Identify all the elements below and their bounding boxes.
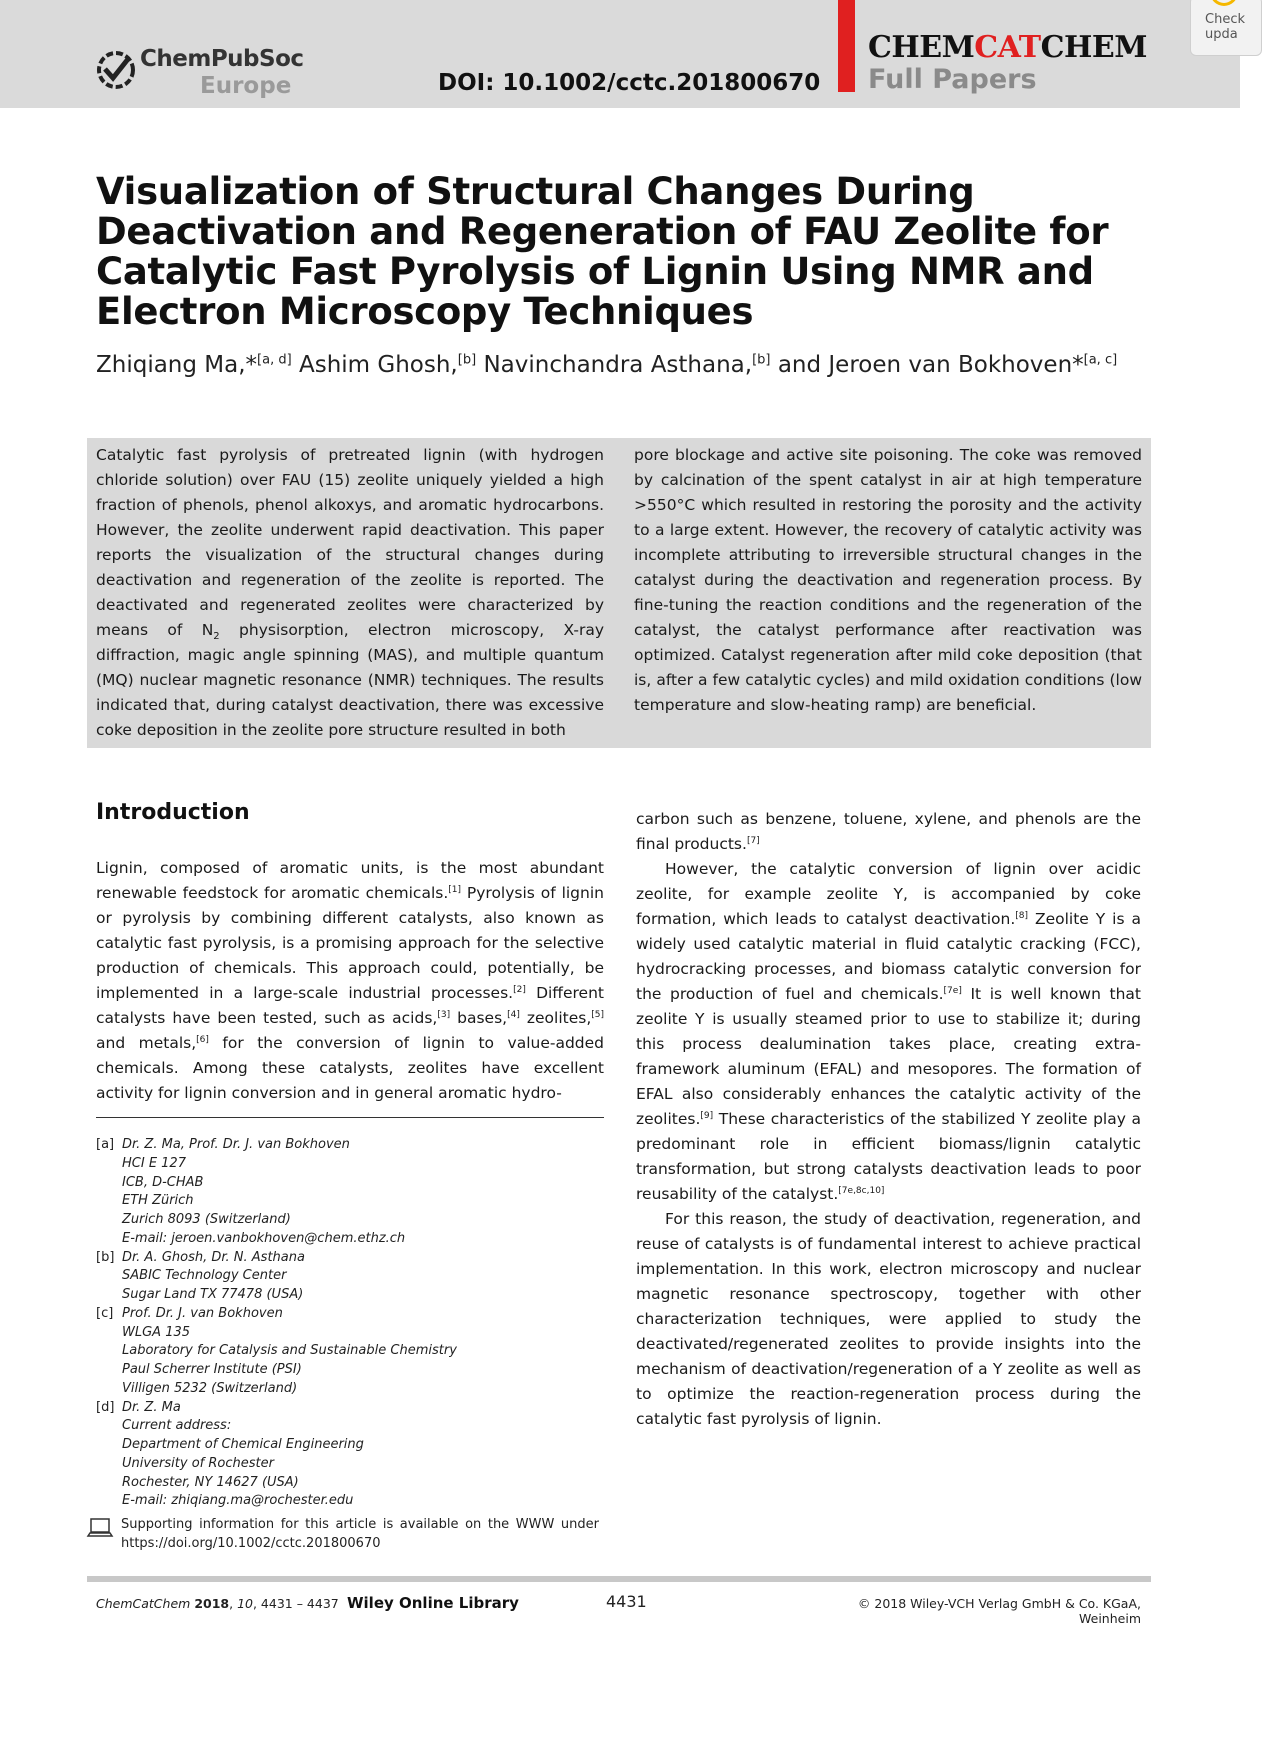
journal-name xyxy=(868,30,1147,65)
reference-citation[interactable]: [1] xyxy=(448,884,462,895)
footer-rule xyxy=(87,1576,1151,1582)
subscript: 2 xyxy=(213,631,220,643)
affiliation-marker: [b] xyxy=(752,352,771,368)
chempubsoc-logo-icon xyxy=(94,48,138,92)
affiliation-line: Rochester, NY 14627 (USA) xyxy=(122,1474,299,1490)
affiliation-line: Prof. Dr. J. van Bokhoven xyxy=(122,1305,283,1321)
society-logo-text xyxy=(140,46,304,99)
email-link[interactable]: E-mail: zhiqiang.ma@rochester.edu xyxy=(122,1493,354,1509)
affiliation-label: [a] xyxy=(96,1137,115,1152)
affiliation-c xyxy=(96,1305,616,1399)
journal-name-part2: CAT xyxy=(974,30,1041,65)
journal-name-part3: CHEM xyxy=(1040,30,1147,65)
footer-volume: 10 xyxy=(237,1596,253,1611)
accent-bar xyxy=(838,0,855,92)
affiliation-marker: [a, c] xyxy=(1083,352,1118,368)
badge-line2: upda xyxy=(1205,27,1238,42)
intro-paragraph-2: However, the catalytic conversion of lignin over acidic zeolite, for example zeolite Y, is accompanied by coke formation, which leads to catalyst deactivation.[8] Zeolite Y is a widely used catalytic material in fluid catalytic cracking (FCC), hydrocracking processes, and biomass catalytic conversion for the production of fuel and chemicals.[7e] It is well known that zeolite Y is usually steamed prior to use to stabilize it; during this process dealumination takes place, creating extra-framework aluminum (EFAL) and mesopores. The formation of EFAL also considerably enhances the catalytic activity of the zeolites.[9] These characteristics of the stabilized Y zeolite play a predominant role in efficient biomass/lignin catalytic transformation, but strong catalysts deactivation leads to poor reusability of the catalyst.[7e,8c,10] xyxy=(636,860,1141,1203)
badge-line1: Check xyxy=(1205,12,1245,27)
author: Ashim Ghosh,[b] xyxy=(299,352,477,378)
article-title: Visualization of Structural Changes During Deactivation and Regeneration of FAU Zeolite for Catalytic Fast Pyrolysis of Lignin Using NMR and Electron Microscopy Techniques xyxy=(96,170,1109,333)
reference-citation[interactable]: [9] xyxy=(700,1110,714,1121)
footer-citation: ChemCatChem 2018, 10, 4431 – 4437 xyxy=(96,1596,339,1611)
author: Navinchandra Asthana,[b] xyxy=(483,352,771,378)
section-heading-introduction: Introduction xyxy=(96,800,250,825)
author-list xyxy=(96,352,1117,378)
affiliation-line: HCI E 127 xyxy=(122,1155,186,1171)
reference-citation[interactable]: [7e,8c,10] xyxy=(838,1185,885,1196)
affiliation-line: SABIC Technology Center xyxy=(122,1268,287,1284)
affiliation-line: University of Rochester xyxy=(122,1455,274,1471)
reference-citation[interactable]: [3] xyxy=(437,1009,451,1020)
affiliation-b xyxy=(96,1249,616,1305)
intro-right-column xyxy=(636,807,1141,1432)
reference-citation[interactable]: [2] xyxy=(513,984,526,995)
author: Zhiqiang Ma,*[a, d] xyxy=(96,352,292,378)
article-type: Full Papers xyxy=(868,64,1037,95)
affiliation-line: Department of Chemical Engineering xyxy=(122,1437,364,1452)
affiliation-line: Current address: xyxy=(122,1418,232,1434)
abstract-left-column: Catalytic fast pyrolysis of pretreated lignin (with hydrogen chloride solution) over FAU (15) zeolite uniquely yielded a high fraction of phenols, phenol alkoxys, and aromatic hydrocarbons. However, the zeolite underwent rapid deactivation. This paper reports the visualization of the structural changes during deactivation and regeneration of the zeolite is reported. The deactivated and regenerated zeolites were characterized by means of $N_2$ physisorption, electron microscopy, X-ray diffraction, magic angle spinning (MAS), and multiple quantum (MQ) nuclear magnetic resonance (NMR) techniques. The results indicated that, during catalyst deactivation, there was excessive coke deposition in the zeolite pore structure resulted in both xyxy=(96,446,604,739)
intro-paragraph-1-continued: carbon such as benzene, toluene, xylene, and phenols are the final products.[7] xyxy=(636,810,1141,853)
supporting-information-text[interactable]: Supporting information for this article is available on the WWW under https://doi.org/10.1002/cctc.201800670 xyxy=(121,1517,599,1551)
copyright: © 2018 Wiley-VCH Verlag GmbH & Co. KGaA, Weinheim xyxy=(857,1596,1141,1626)
affiliation-line: Sugar Land TX 77478 (USA) xyxy=(122,1287,304,1302)
affiliation-line: WLGA 135 xyxy=(122,1324,191,1340)
affiliations-footnotes xyxy=(96,1136,616,1511)
footnote-divider xyxy=(96,1117,604,1118)
reference-citation[interactable]: [8] xyxy=(1015,910,1028,921)
affiliation-d xyxy=(96,1399,616,1512)
affiliation-a xyxy=(96,1136,616,1249)
reference-citation[interactable]: [7e] xyxy=(943,985,962,996)
page-number: 4431 xyxy=(606,1592,647,1611)
reference-citation[interactable]: [6] xyxy=(196,1034,209,1045)
affiliation-marker: [b] xyxy=(457,352,477,368)
affiliation-line: Dr. Z. Ma, Prof. Dr. J. van Bokhoven xyxy=(122,1137,350,1152)
intro-paragraph-1: Lignin, composed of aromatic units, is the most abundant renewable feedstock for aromatic chemicals.[1] Pyrolysis of lignin or pyrolysis by combining different catalysts, also known as catalytic fast pyrolysis, is a promising approach for the selective production of chemicals. This approach could, potentially, be implemented in a large-scale industrial processes.[2] Different catalysts have been tested, such as acids,[3] bases,[4] zeolites,[5] and metals,[6] for the conversion of lignin to value-added chemicals. Among these catalysts, zeolites have excellent activity for lignin conversion and in general aromatic hydro- xyxy=(96,859,605,1102)
affiliation-label: [d] xyxy=(96,1399,115,1415)
footer-journal: ChemCatChem xyxy=(96,1596,191,1611)
affiliation-line: Villigen 5232 (Switzerland) xyxy=(122,1380,298,1396)
affiliation-marker: [a, d] xyxy=(257,352,292,368)
affiliation-label: [c] xyxy=(96,1305,114,1321)
footer-pages: , 4431 – 4437 xyxy=(252,1596,339,1611)
abstract-right-column: pore blockage and active site poisoning. The coke was removed by calcination of the spent catalyst in air at high temperature >550°C which resulted in restoring the porosity and the activity to a large extent. However, the recovery of catalytic activity was incomplete attributing to irreversible structural changes in the catalyst during the deactivation and regeneration process. By fine-tuning the reaction conditions and the regeneration of the catalyst, the catalyst performance after reactivation was optimized. Catalyst regeneration after mild coke deposition (that is, after a few catalytic cycles) and mild oxidation conditions (low temperature and slow-heating ramp) are beneficial. xyxy=(634,446,1142,714)
affiliation-line: Dr. A. Ghosh, Dr. N. Asthana xyxy=(122,1249,305,1265)
intro-paragraph-3: For this reason, the study of deactivation, regeneration, and reuse of catalysts is of fundamental interest to achieve practical implementation. In this work, electron microscopy and nuclear magnetic resonance spectroscopy, together with other characterization techniques, were applied to study the deactivated/regenerated zeolites to provide insights into the mechanism of deactivation/regeneration of a Y zeolite as well as to optimize the reaction-regeneration process during the catalytic fast pyrolysis of lignin. xyxy=(636,1210,1141,1428)
footer-year: 2018 xyxy=(194,1596,230,1611)
email-link[interactable]: E-mail: jeroen.vanbokhoven@chem.ethz.ch xyxy=(122,1230,406,1246)
affiliation-line: Dr. Z. Ma xyxy=(122,1399,181,1415)
update-icon xyxy=(1210,0,1238,6)
badge-text xyxy=(1205,12,1245,42)
affiliation-line: ICB, D-CHAB xyxy=(122,1174,204,1190)
affiliation-line: ETH Zürich xyxy=(122,1193,194,1209)
wiley-online-library-link[interactable]: Wiley Online Library xyxy=(347,1594,519,1612)
doi: DOI: 10.1002/cctc.201800670 xyxy=(438,70,821,96)
supporting-information-note xyxy=(88,1515,608,1555)
affiliation-line: Laboratory for Catalysis and Sustainable Chemistry xyxy=(122,1343,457,1359)
society-name: ChemPubSoc xyxy=(140,46,304,72)
society-region: Europe xyxy=(200,73,292,99)
affiliation-line: Zurich 8093 (Switzerland) xyxy=(122,1212,291,1227)
author: and Jeroen van Bokhoven*[a, c] xyxy=(777,352,1118,378)
reference-citation[interactable]: [4] xyxy=(507,1009,520,1020)
affiliation-line: Paul Scherrer Institute (PSI) xyxy=(122,1362,302,1377)
affiliation-label: [b] xyxy=(96,1249,115,1265)
laptop-icon xyxy=(88,1517,112,1539)
reference-citation[interactable]: [5] xyxy=(591,1009,605,1020)
check-for-updates-badge[interactable] xyxy=(1190,0,1262,56)
journal-name-part1: CHEM xyxy=(868,30,975,65)
reference-citation[interactable]: [7] xyxy=(746,835,760,846)
